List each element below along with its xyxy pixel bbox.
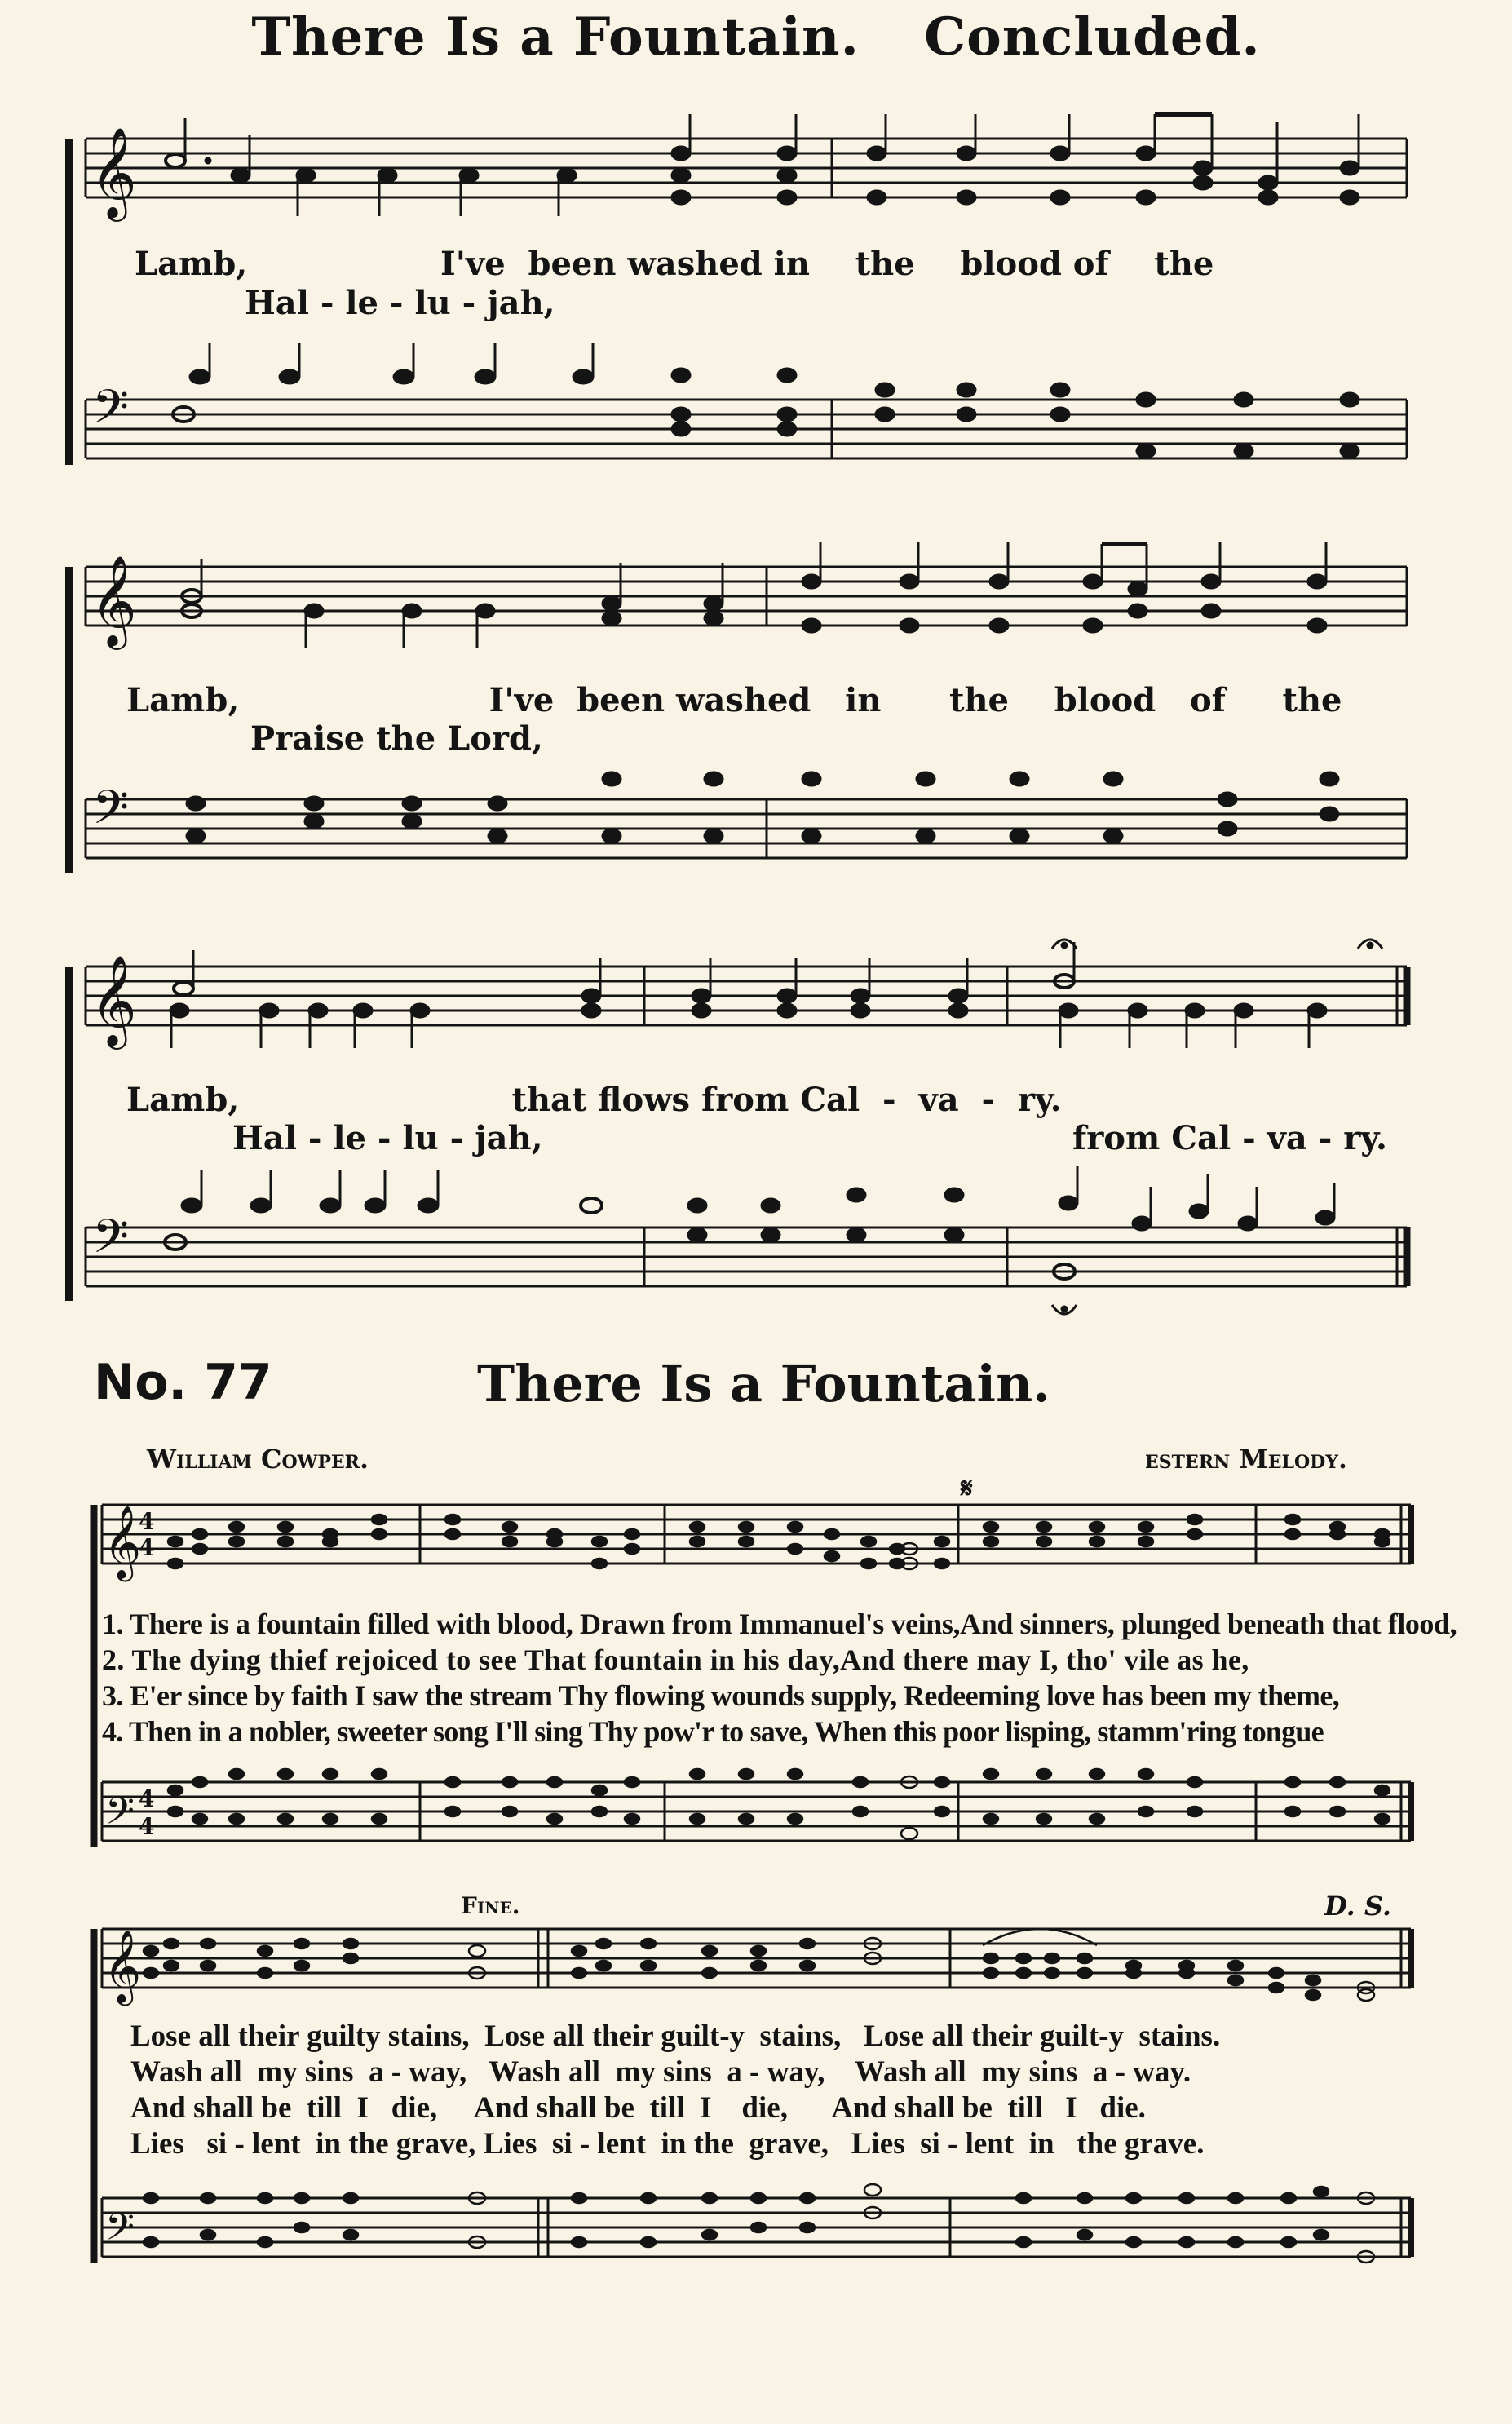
music-system-3 [69, 954, 1415, 1342]
svg-text:𝄢: 𝄢 [92, 1209, 130, 1276]
segno-mark: 𝄋 [961, 1472, 973, 1505]
refrain-3: And shall be till I die, And shall be till I die, And shall be till I die. [130, 2091, 1146, 2125]
page-title [0, 7, 1512, 68]
system-1-lyric-lower: Hal - le - lu - jah, [245, 284, 555, 322]
svg-text:𝄢: 𝄢 [105, 1789, 135, 1842]
system-2-lyric-lower: Praise the Lord, [250, 719, 543, 758]
page-title-main: There Is a Fountain. [251, 7, 860, 68]
svg-text:4: 4 [139, 1534, 155, 1561]
svg-text:𝄞: 𝄞 [91, 555, 137, 646]
svg-text:𝄢: 𝄢 [92, 780, 130, 847]
svg-text:𝄢: 𝄢 [92, 379, 130, 446]
verse-4: 4. Then in a nobler, sweeter song I'll sing Thy pow'r to save, When this poor lisping, stamm'ring tongue [102, 1715, 1324, 1748]
hymn-header [94, 1354, 1415, 1419]
svg-text:𝄞: 𝄞 [104, 1506, 142, 1579]
svg-text:𝄢: 𝄢 [105, 2205, 135, 2258]
svg-text:4: 4 [139, 1813, 155, 1840]
refrain-2: Wash all my sins a - way, Wash all my sins a - way, Wash all my sins a - way. [130, 2055, 1191, 2089]
composer-credit: estern Melody. [1145, 1444, 1348, 1475]
system-3-lyric-upper: Lamb, that flows from Cal - va - ry. [126, 1081, 1062, 1119]
verse-2: 2. The dying thief rejoiced to see That fountain in his day,And there may I, tho' vile as he, [102, 1643, 1249, 1676]
svg-text:𝄞: 𝄞 [91, 954, 137, 1046]
refrain-4: Lies si - lent in the grave, Lies si - lent in the grave, Lies si - lent in the grave. [130, 2127, 1205, 2161]
svg-text:4: 4 [139, 1785, 155, 1812]
dal-segno-mark: D. S. [1324, 1891, 1391, 1922]
hymn-number: No. 77 [94, 1354, 272, 1411]
music-system-2 [69, 555, 1415, 885]
verse-3: 3. E'er since by faith I saw the stream Thy flowing wounds supply, Redeeming love has been my theme, [102, 1679, 1340, 1712]
verse-1: 1. There is a fountain filled with blood, Drawn from Immanuel's veins,And sinners, plunged beneath that flood, [102, 1608, 1457, 1640]
hymn-title: There Is a Fountain. [477, 1354, 1050, 1413]
svg-text:𝄞: 𝄞 [91, 126, 137, 218]
system-3-lyric-lower-left: Hal - le - lu - jah, [232, 1119, 543, 1157]
system-2-lyric-upper: Lamb, I've been washed in the blood of the [126, 681, 1342, 719]
fine-mark: Fine. [461, 1892, 520, 1919]
music-system-1 [69, 122, 1415, 481]
system-1-lyric-upper: Lamb, I've been washed in the blood of the [135, 245, 1214, 283]
svg-text:𝄞: 𝄞 [104, 1930, 142, 2003]
system-3-lyric-lower-right: from Cal - va - ry. [1072, 1119, 1387, 1157]
svg-text:4: 4 [139, 1508, 155, 1535]
author-credit: William Cowper. [147, 1444, 369, 1475]
page-title-concluded: Concluded. [924, 7, 1261, 68]
refrain-1: Lose all their guilty stains, Lose all their guilt-y stains, Lose all their guilt-y stains. [130, 2019, 1221, 2053]
